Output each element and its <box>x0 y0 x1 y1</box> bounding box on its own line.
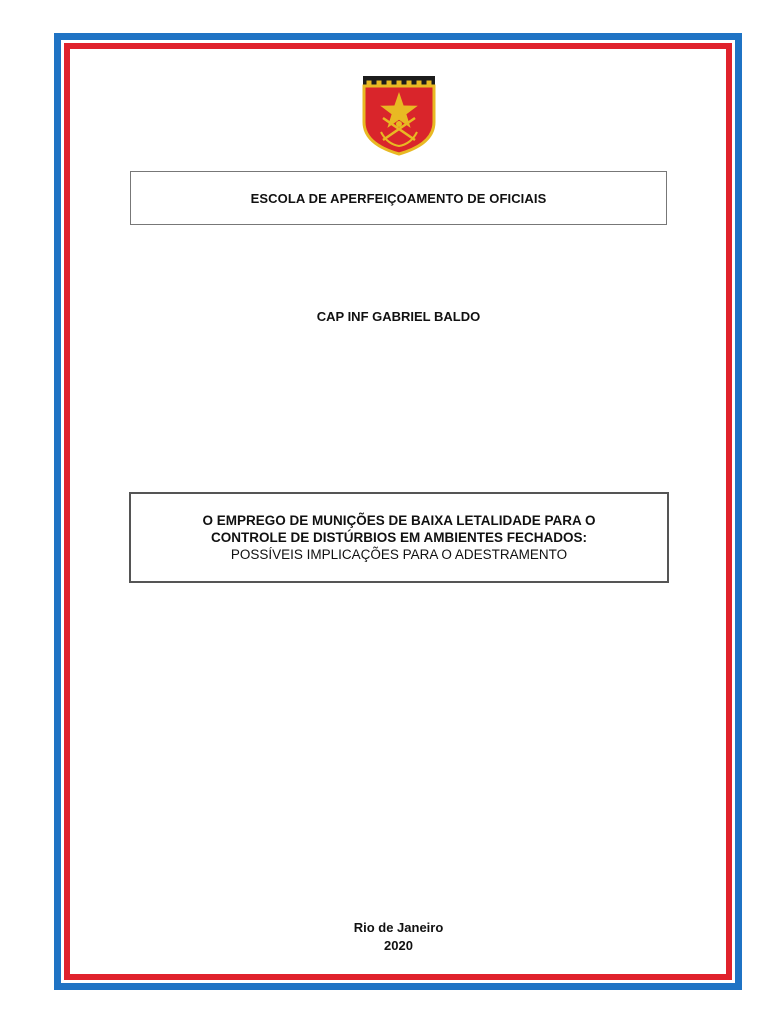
year: 2020 <box>384 938 413 953</box>
title-line-1: O EMPREGO DE MUNIÇÕES DE BAIXA LETALIDADE PARA O <box>202 513 596 528</box>
title-box <box>129 492 669 583</box>
center-boss <box>396 121 402 127</box>
city: Rio de Janeiro <box>353 920 444 935</box>
coat-of-arms-svg <box>361 74 437 156</box>
school-name: ESCOLA DE APERFEIÇOAMENTO DE OFICIAIS <box>250 190 547 206</box>
school-coat-of-arms-icon <box>361 74 437 156</box>
title-line-2: CONTROLE DE DISTÚRBIOS EM AMBIENTES FECHADOS: <box>210 530 587 545</box>
school-name-box <box>130 171 667 225</box>
cover-footer <box>130 919 667 955</box>
subtitle: POSSÍVEIS IMPLICAÇÕES PARA O ADESTRAMENTO <box>230 547 568 562</box>
author-name: CAP INF GABRIEL BALDO <box>316 309 481 324</box>
